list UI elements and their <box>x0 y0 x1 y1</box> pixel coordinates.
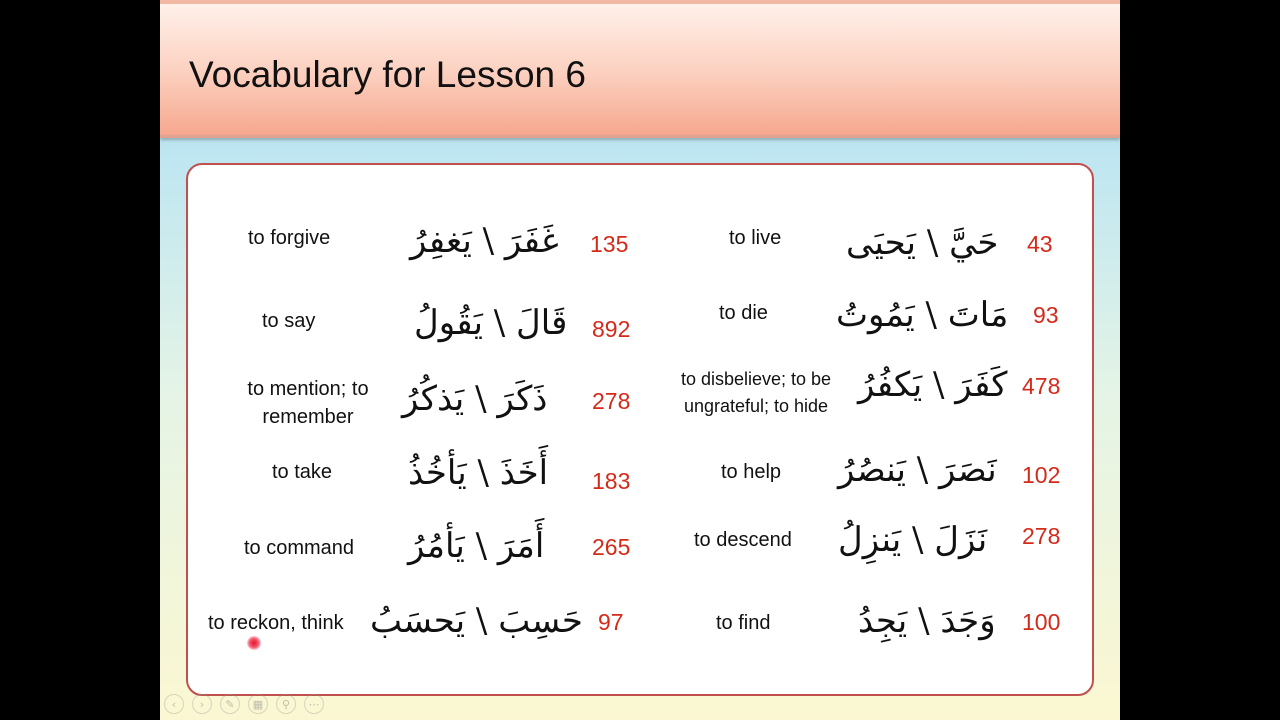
english-gloss: to die <box>719 302 768 324</box>
frequency-count: 100 <box>1022 609 1061 635</box>
english-gloss: to descend <box>694 529 792 551</box>
vocabulary-panel <box>186 163 1094 696</box>
arabic-verb: غَفَرَ \ يَغفِرُ <box>410 221 559 261</box>
arabic-verb: نَزَلَ \ يَنزِلُ <box>838 520 988 560</box>
arabic-verb: قَالَ \ يَقُولُ <box>414 303 568 343</box>
frequency-count: 278 <box>1022 523 1061 549</box>
english-gloss: to say <box>262 310 316 332</box>
slide-title: Vocabulary for Lesson 6 <box>189 54 586 95</box>
arabic-verb: كَفَرَ \ يَكفُرُ <box>858 365 1008 405</box>
frequency-count: 265 <box>592 534 631 560</box>
more-icon[interactable]: ⋯ <box>304 694 324 714</box>
frequency-count: 135 <box>590 231 629 257</box>
english-gloss: to take <box>272 461 333 483</box>
frequency-count: 892 <box>592 316 631 342</box>
slideshow-controls <box>164 694 324 714</box>
arabic-verb: أَمَرَ \ يَأمُرُ <box>408 526 545 566</box>
arabic-verb: حَسِبَ \ يَحسَبُ <box>370 601 583 641</box>
slides-icon[interactable]: ▦ <box>248 694 268 714</box>
forward-icon[interactable]: › <box>192 694 212 714</box>
zoom-icon[interactable]: ⚲ <box>276 694 296 714</box>
frequency-count: 43 <box>1027 231 1053 257</box>
english-gloss: to disbelieve; to be ungrateful; to hide <box>680 369 832 416</box>
arabic-verb: مَاتَ \ يَمُوتُ <box>836 295 1009 335</box>
english-gloss: to forgive <box>248 227 331 249</box>
arabic-verb: حَيَّ \ يَحيَى <box>846 223 999 263</box>
frequency-count: 93 <box>1033 302 1059 328</box>
pen-icon[interactable]: ✎ <box>220 694 240 714</box>
back-icon[interactable]: ‹ <box>164 694 184 714</box>
english-gloss: to find <box>716 612 771 634</box>
slide <box>160 0 1120 720</box>
english-gloss: to command <box>244 537 355 559</box>
frequency-count: 102 <box>1022 462 1061 488</box>
frequency-count: 97 <box>598 609 624 635</box>
arabic-verb: أَخَذَ \ يَأخُذُ <box>408 453 549 493</box>
frequency-count: 183 <box>592 468 631 494</box>
english-gloss: to mention; to remember <box>247 378 369 428</box>
laser-pointer-icon <box>247 636 261 650</box>
frequency-count: 478 <box>1022 373 1061 399</box>
arabic-verb: نَصَرَ \ يَنصُرُ <box>838 450 997 490</box>
title-bar <box>160 0 1120 138</box>
arabic-verb: وَجَدَ \ يَجِدُ <box>858 601 996 641</box>
english-gloss: to reckon, think <box>208 612 344 634</box>
english-gloss: to help <box>721 461 782 483</box>
arabic-verb: ذَكَرَ \ يَذكُرُ <box>402 379 548 419</box>
frequency-count: 278 <box>592 388 631 414</box>
english-gloss: to live <box>729 227 782 249</box>
